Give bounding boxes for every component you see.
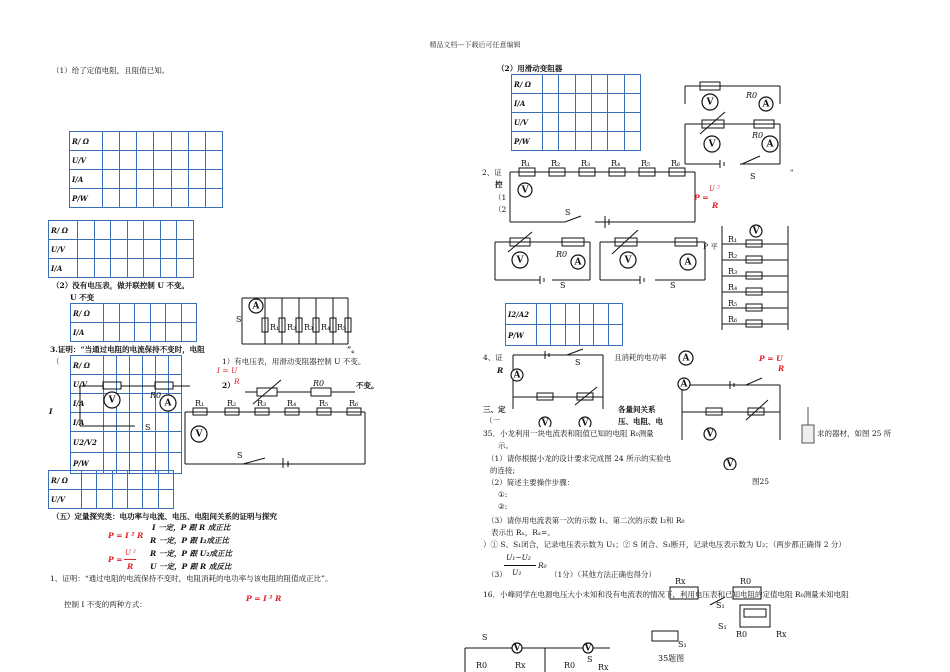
resistor-label: R₄ xyxy=(611,159,621,168)
resistor-label: R₅ xyxy=(728,299,738,308)
voltmeter-icon xyxy=(583,643,593,654)
voltmeter-icon xyxy=(579,417,591,427)
mid-heading-1: 各量间关系 xyxy=(618,405,656,414)
quote-mark: " xyxy=(790,168,794,177)
resistor-label: R₆ xyxy=(671,159,681,168)
ammeter-icon xyxy=(249,299,263,313)
resistor-label: R₆ xyxy=(728,315,738,324)
svg-text:V: V xyxy=(752,226,760,237)
table2-row-label: R/ Ω xyxy=(49,221,78,240)
svg-text:A: A xyxy=(684,257,692,268)
question-35-part-2: （2）简述主要操作步骤： xyxy=(487,478,575,487)
rx-label: Rx xyxy=(515,661,526,670)
question-35: 35．小龙利用一块电流表和阻值已知的电阻 R₀测量 xyxy=(483,429,654,438)
p-ping-cut: P 平 xyxy=(703,242,718,251)
voltmeter-icon xyxy=(539,417,551,427)
bracket-mark: （ xyxy=(52,357,60,366)
item-2-cut-text: 2、证 xyxy=(482,168,502,177)
table4-row-label: P/W xyxy=(71,453,104,474)
parallel-six-resistors-circuit xyxy=(716,222,796,342)
ammeter-icon xyxy=(762,136,778,152)
show-label: 示。 xyxy=(498,441,513,450)
svg-text:V: V xyxy=(521,185,529,196)
current-label: I xyxy=(49,407,53,416)
voltmeter-note: 1）有电压表，用滑动变阻器控制 U 不变。 xyxy=(222,357,366,366)
not-change-label: 不变。 xyxy=(356,381,379,390)
svg-text:A: A xyxy=(252,301,260,312)
table1-row-label: U/V xyxy=(70,151,103,170)
voltmeter-icon xyxy=(750,225,762,237)
svg-text:V: V xyxy=(513,643,521,654)
no-voltmeter-heading: （2）没有电压表，做并联控制 U 不变。 xyxy=(52,281,189,290)
fraction-line xyxy=(124,559,136,560)
svg-text:V: V xyxy=(541,418,549,427)
resistor-label: R₁ xyxy=(728,235,738,244)
svg-text:V: V xyxy=(516,255,524,266)
rule-2: R 一定，P 跟 I₂成正比 xyxy=(150,536,229,545)
item-2-label: 2） xyxy=(222,381,235,390)
switch-label: S xyxy=(482,633,488,642)
svg-text:A: A xyxy=(762,99,770,110)
r0-label: R0 xyxy=(476,661,488,670)
bottom-circuit-left xyxy=(460,628,620,672)
table2-row-label: I/A xyxy=(49,259,78,278)
ammeter-icon xyxy=(759,97,773,111)
figure-25-caption: 图25 xyxy=(752,477,770,486)
resistor-label: R₂ xyxy=(227,399,237,408)
table4-row-label: R/ Ω xyxy=(71,356,104,375)
answer-3-label: （3） xyxy=(487,570,507,579)
r-cut: R xyxy=(497,366,504,375)
svg-text:A: A xyxy=(574,257,582,268)
power-formula-2-denominator: R xyxy=(127,562,134,571)
answer-r0: R₀ xyxy=(538,561,547,570)
switch-label: S xyxy=(145,423,151,432)
control-i-text: 控制 I 不变的两种方式： xyxy=(64,600,147,609)
switch-label: S xyxy=(670,281,676,290)
table4-row-label: U2/V2 xyxy=(71,432,104,453)
voltmeter-icon xyxy=(702,94,718,110)
voltmeter-icon xyxy=(620,252,636,268)
data-table-6 xyxy=(511,74,641,151)
resistor-label: R₄ xyxy=(321,323,331,332)
table7-row-label: I2/A2 xyxy=(506,304,537,325)
proof-3-tail: ”。 xyxy=(347,345,359,354)
proof-3-text: 3.证明：“当通过电阻的电流保持不变时，电阻 xyxy=(50,345,205,354)
data-table-2 xyxy=(48,220,194,278)
resistor-label: R₂ xyxy=(287,323,297,332)
table1-row-label: I/A xyxy=(70,170,103,189)
resistor-label: R₃ xyxy=(728,267,738,276)
dual-rheostat-circuits xyxy=(490,230,730,290)
rule-3: R 一定，P 跟 U₂成正比 xyxy=(150,549,233,558)
rule-4: U 一定，P 跟 R 成反比 xyxy=(150,562,232,571)
answer-fraction-denominator: U₂ xyxy=(512,568,522,577)
ammeter-series-circuit xyxy=(505,345,610,427)
data-table-7 xyxy=(505,303,623,346)
s1-label: S₁ xyxy=(718,622,727,631)
svg-text:V: V xyxy=(584,643,592,654)
proof-1-text: 1、证明：“通过电阻的电流保持不变时，电阻消耗的电功率与该电阻的阻值成正比”。 xyxy=(50,574,333,583)
power-formula-right: P = U xyxy=(759,354,783,363)
voltmeter-icon xyxy=(518,183,532,197)
resistor-label: R₅ xyxy=(319,399,329,408)
control-cut-text: 控 xyxy=(495,180,503,189)
svg-text:A: A xyxy=(682,353,690,364)
power-formula-2-numerator: U ² xyxy=(125,549,136,557)
electrical-device-icon xyxy=(800,405,818,445)
r0-label: R0 xyxy=(746,91,758,100)
figure-35-caption: 35题图 xyxy=(658,654,685,663)
paren-1: （1 xyxy=(494,193,507,202)
rx-label: Rx xyxy=(776,630,787,639)
question-35-tail: 求的器材，如图 25 所 xyxy=(817,429,892,438)
switch-label: S xyxy=(587,655,593,664)
item-4-tail: 且消耗的电功率 xyxy=(614,353,667,362)
s1-label: S₁ xyxy=(678,640,687,649)
ammeter-icon xyxy=(680,254,696,270)
resistor-label: R₅ xyxy=(337,323,347,332)
ammeter-icon xyxy=(160,395,176,411)
resistor-label: R₂ xyxy=(551,159,561,168)
fraction-line xyxy=(504,565,536,566)
rule-1: I 一定，P 跟 R 成正比 xyxy=(152,523,231,532)
answer-score: （1分）（其他方法正确也得分） xyxy=(550,570,657,579)
power-formula-2: P = xyxy=(108,555,123,564)
r0-label: R0 xyxy=(740,577,752,586)
step-2: ②: xyxy=(498,502,508,511)
svg-text:V: V xyxy=(706,429,714,440)
slider-heading: （2）用滑动变阻器 xyxy=(497,64,563,73)
svg-text:A: A xyxy=(680,379,688,390)
power-formula-ref: P = xyxy=(694,193,709,202)
question-35-part-3: （3）请你用电流表第一次的示数 I₁、第二次的示数 I₂和 R₀ xyxy=(487,516,685,525)
mid-heading-2: 压、电阻、电 xyxy=(618,417,663,426)
table2-row-label: U/V xyxy=(49,240,78,259)
resistor-label: R₂ xyxy=(728,251,738,260)
voltmeter-icon xyxy=(191,426,207,442)
switch-label: S xyxy=(575,358,581,367)
resistor-label: R₁ xyxy=(270,323,280,332)
ammeter-icon xyxy=(679,351,693,365)
step-1: ①: xyxy=(498,490,508,499)
ammeter-icon xyxy=(571,255,585,269)
power-formula-ref-numerator: U ² xyxy=(709,185,720,193)
switch-label: S xyxy=(565,208,571,217)
voltmeter-icon xyxy=(704,428,716,440)
switch-label: S xyxy=(560,281,566,290)
power-formula-right-denominator: R xyxy=(778,364,785,373)
page-header: 精品文档---下载后可任意编辑 xyxy=(429,41,521,49)
svg-text:V: V xyxy=(708,139,716,150)
power-formula-ref-denominator: R xyxy=(712,201,719,210)
section-3a-heading: （一 xyxy=(485,416,500,425)
ammeter-icon xyxy=(511,369,523,381)
switch-label: S xyxy=(236,315,242,324)
rx-label: Rx xyxy=(675,577,686,586)
svg-text:V: V xyxy=(581,418,589,427)
paren-2: （2 xyxy=(494,205,507,214)
question-35-part-1b: 的连接; xyxy=(490,466,516,475)
table1-row-label: P/W xyxy=(70,189,103,208)
voltmeter-icon xyxy=(512,643,522,654)
resistor-label: R₄ xyxy=(728,283,738,292)
r0-label: R0 xyxy=(556,250,568,259)
s1-label: S₁ xyxy=(716,601,725,610)
ohm-law-denominator: R xyxy=(234,377,240,386)
r0-label: R0 xyxy=(752,131,764,140)
svg-text:A: A xyxy=(766,139,774,150)
ammeter-icon xyxy=(678,378,690,390)
table6-row-label: R/ Ω xyxy=(512,75,543,94)
question-35-part-3b: 表示出 Rₓ，Rₓ=。 xyxy=(491,528,555,537)
proof-1-formula: P = I ² R xyxy=(246,594,282,603)
r0-label: R0 xyxy=(736,630,748,639)
svg-text:A: A xyxy=(164,398,172,409)
table1-row-label: R/ Ω xyxy=(70,132,103,151)
section-5-heading: （五）定量探究类：电功率与电流、电压、电阻间关系的证明与探究 xyxy=(52,512,277,521)
rheostat-circuit xyxy=(245,378,360,408)
answer-fraction-numerator: U₁−U₂ xyxy=(506,553,531,562)
table4-row-label: I/A xyxy=(71,394,104,413)
resistor-label: R₆ xyxy=(349,399,359,408)
svg-text:V: V xyxy=(726,459,734,470)
power-formula-1: P = I ² R xyxy=(108,531,144,540)
table3-row-label: I/A xyxy=(71,323,104,342)
table6-row-label: P/W xyxy=(512,132,543,151)
u-unchanged-label: U 不变 xyxy=(70,293,95,302)
given-resistor-text: （1）给了定值电阻，且阻值已知。 xyxy=(52,66,170,75)
r0-label: R0 xyxy=(313,379,325,388)
voltmeter-icon xyxy=(104,392,120,408)
table5-row-label: R/ Ω xyxy=(49,471,82,490)
voltmeter-icon xyxy=(512,252,528,268)
switch-label: S xyxy=(750,172,756,181)
svg-text:V: V xyxy=(706,97,714,108)
ohm-law-formula: I = U xyxy=(217,366,238,375)
svg-text:V: V xyxy=(624,255,632,266)
table6-row-label: U/V xyxy=(512,113,543,132)
table4-row-label: I/A xyxy=(71,413,104,432)
voltmeter-icon xyxy=(704,136,720,152)
svg-text:V: V xyxy=(108,395,116,406)
table5-row-label: U/V xyxy=(49,490,82,509)
table6-row-label: I/A xyxy=(512,94,543,113)
section-3-heading: 三、定 xyxy=(483,405,506,414)
svg-text:A: A xyxy=(513,370,521,381)
resistor-label: R₁ xyxy=(521,159,531,168)
svg-text:V: V xyxy=(195,429,203,440)
data-table-5 xyxy=(48,470,174,509)
table7-row-label: P/W xyxy=(506,325,537,346)
item-4-cut: 4、证 xyxy=(483,353,503,362)
resistor-label: R₃ xyxy=(257,399,267,408)
r0-label: R0 xyxy=(564,661,576,670)
rx-label: Rx xyxy=(598,663,609,672)
voltmeter-icon xyxy=(724,458,736,470)
data-table-3 xyxy=(70,303,197,342)
answer-1: ）① S、S₁闭合，记录电压表示数为 U₁；② S 闭合、S₁断开，记录电压表示数为 U₂；（两步都正确得 2 分） xyxy=(483,540,846,549)
resistor-label: R₃ xyxy=(581,159,591,168)
switch-label: S xyxy=(237,451,243,460)
r0-label: R0 xyxy=(150,391,162,400)
parallel-resistors-circuit xyxy=(230,292,355,350)
resistor-label: R₃ xyxy=(304,323,314,332)
table4-row-label: U/V xyxy=(71,375,104,394)
figure-35-apparatus xyxy=(630,575,800,672)
resistor-label: R₁ xyxy=(195,399,205,408)
table3-row-label: R/ Ω xyxy=(71,304,104,323)
resistor-label: R₅ xyxy=(641,159,651,168)
data-table-1 xyxy=(69,131,223,208)
series-six-resistors-circuit xyxy=(505,158,700,228)
question-16: 16．小峰同学在电源电压大小未知和没有电流表的情况下，利用电压表和已知电阻的定值电阻 R₀测量未知电阻 xyxy=(483,590,849,599)
resistor-label: R₄ xyxy=(287,399,297,408)
question-35-part-1: （1）请你根据小龙的设计要求完成图 24 所示的实验电 xyxy=(487,454,672,463)
